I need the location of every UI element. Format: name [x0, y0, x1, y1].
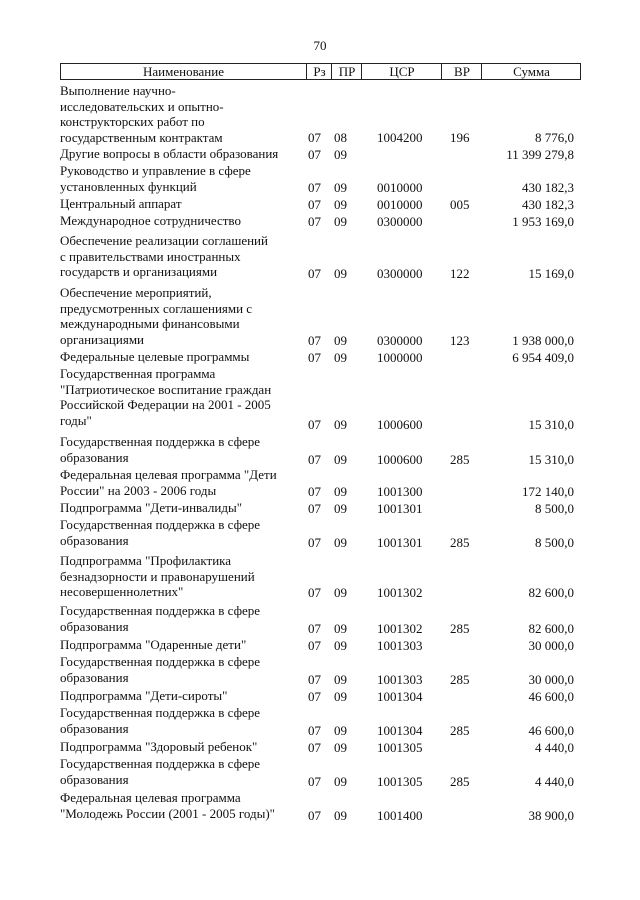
row-sum: 15 310,0 — [528, 451, 574, 467]
row-name: Руководство и управление в сфере установленных функций — [60, 163, 251, 194]
row-rz: 07 — [308, 688, 321, 704]
row-csr: 1004200 — [377, 129, 423, 145]
row-rz: 07 — [308, 332, 321, 348]
row-name: Государственная программа "Патриотическое воспитание граждан Российской Федерации на 2001 - 2005 годы" — [60, 366, 272, 428]
row-sum: 430 182,3 — [522, 196, 574, 212]
header-vr: ВР — [441, 64, 482, 79]
row-name: Подпрограмма "Одаренные дети" — [60, 637, 247, 652]
table-row — [0, 637, 640, 653]
row-csr: 1001300 — [377, 483, 423, 499]
row-pr: 09 — [334, 688, 347, 704]
row-pr: 09 — [334, 500, 347, 516]
table-row — [0, 196, 640, 212]
row-pr: 09 — [334, 332, 347, 348]
row-csr: 1001303 — [377, 637, 423, 653]
row-sum: 172 140,0 — [522, 483, 574, 499]
row-name: Подпрограмма "Здоровый ребенок" — [60, 739, 258, 754]
row-pr: 09 — [334, 416, 347, 432]
row-name: Международное сотрудничество — [60, 213, 241, 228]
row-pr: 09 — [334, 739, 347, 755]
table-row — [0, 654, 640, 687]
row-csr: 0300000 — [377, 265, 423, 281]
row-sum: 11 399 279,8 — [506, 146, 574, 162]
row-rz: 07 — [308, 179, 321, 195]
row-rz: 07 — [308, 807, 321, 823]
row-pr: 09 — [334, 146, 347, 162]
table-row — [0, 233, 640, 281]
row-vr: 285 — [450, 620, 470, 636]
row-csr: 1000600 — [377, 451, 423, 467]
row-vr: 122 — [450, 265, 470, 281]
row-name: Государственная поддержка в сфере образования — [60, 756, 261, 787]
row-csr: 1000600 — [377, 416, 423, 432]
table-row — [0, 756, 640, 789]
row-csr: 1001302 — [377, 584, 423, 600]
row-sum: 30 000,0 — [528, 637, 574, 653]
row-pr: 09 — [334, 584, 347, 600]
table-row — [0, 285, 640, 348]
table-row — [0, 467, 640, 499]
row-name: Федеральная целевая программа "Дети России" на 2003 - 2006 годы — [60, 467, 277, 498]
row-pr: 09 — [334, 671, 347, 687]
row-csr: 0010000 — [377, 196, 423, 212]
row-rz: 07 — [308, 129, 321, 145]
row-sum: 1 938 000,0 — [512, 332, 574, 348]
row-pr: 09 — [334, 534, 347, 550]
row-sum: 4 440,0 — [535, 773, 574, 789]
row-pr: 09 — [334, 451, 347, 467]
row-sum: 8 500,0 — [535, 500, 574, 516]
row-name: Государственная поддержка в сфере образования — [60, 434, 261, 465]
table-row — [0, 349, 640, 365]
row-vr: 285 — [450, 773, 470, 789]
table-row — [0, 163, 640, 195]
table-row — [0, 366, 640, 432]
row-csr: 1001304 — [377, 722, 423, 738]
row-rz: 07 — [308, 500, 321, 516]
row-name: Центральный аппарат — [60, 196, 182, 211]
row-rz: 07 — [308, 534, 321, 550]
row-csr: 0300000 — [377, 213, 423, 229]
row-name: Подпрограмма "Дети-сироты" — [60, 688, 228, 703]
row-rz: 07 — [308, 773, 321, 789]
row-rz: 07 — [308, 739, 321, 755]
row-name: Государственная поддержка в сфере образования — [60, 603, 261, 634]
header-pr: ПР — [331, 64, 362, 79]
row-pr: 09 — [334, 773, 347, 789]
row-rz: 07 — [308, 637, 321, 653]
row-pr: 09 — [334, 265, 347, 281]
row-pr: 09 — [334, 179, 347, 195]
row-sum: 82 600,0 — [528, 620, 574, 636]
header-rz: Рз — [306, 64, 332, 79]
row-vr: 005 — [450, 196, 470, 212]
row-csr: 1001305 — [377, 739, 423, 755]
row-name: Государственная поддержка в сфере образования — [60, 705, 261, 736]
header-csr: ЦСР — [361, 64, 442, 79]
header-sum: Сумма — [481, 64, 581, 79]
row-rz: 07 — [308, 671, 321, 687]
table-row — [0, 500, 640, 516]
row-sum: 15 310,0 — [528, 416, 574, 432]
row-vr: 123 — [450, 332, 470, 348]
row-vr: 285 — [450, 671, 470, 687]
row-csr: 1001303 — [377, 671, 423, 687]
row-sum: 30 000,0 — [528, 671, 574, 687]
row-name: Другие вопросы в области образования — [60, 146, 279, 161]
table-row — [0, 705, 640, 738]
row-vr: 196 — [450, 129, 470, 145]
row-csr: 0300000 — [377, 332, 423, 348]
row-pr: 09 — [334, 722, 347, 738]
row-pr: 09 — [334, 196, 347, 212]
row-csr: 1001301 — [377, 500, 423, 516]
row-csr: 1001305 — [377, 773, 423, 789]
row-rz: 07 — [308, 584, 321, 600]
row-pr: 09 — [334, 349, 347, 365]
table-row — [0, 688, 640, 704]
table-row — [0, 213, 640, 229]
row-rz: 07 — [308, 349, 321, 365]
row-rz: 07 — [308, 416, 321, 432]
header-name: Наименование — [143, 64, 224, 79]
table-row — [0, 790, 640, 823]
row-csr: 1001301 — [377, 534, 423, 550]
table-row — [0, 434, 640, 467]
row-name: Выполнение научно- исследовательских и опытно- конструкторских работ по государственным контрактам — [60, 83, 224, 145]
row-rz: 07 — [308, 451, 321, 467]
row-rz: 07 — [308, 483, 321, 499]
row-pr: 09 — [334, 213, 347, 229]
row-rz: 07 — [308, 213, 321, 229]
row-name: Государственная поддержка в сфере образования — [60, 517, 261, 548]
row-name: Обеспечение реализации соглашений с правительствами иностранных государств и организациями — [60, 233, 268, 279]
table-row — [0, 603, 640, 636]
table-row — [0, 83, 640, 145]
row-name: Федеральная целевая программа "Молодежь России (2001 - 2005 годы)" — [60, 790, 275, 821]
row-sum: 8 500,0 — [535, 534, 574, 550]
row-name: Подпрограмма "Профилактика безнадзорности и правонарушений несовершеннолетних" — [60, 553, 255, 599]
row-name: Федеральные целевые программы — [60, 349, 250, 364]
row-sum: 46 600,0 — [528, 688, 574, 704]
row-vr: 285 — [450, 451, 470, 467]
row-csr: 1000000 — [377, 349, 423, 365]
row-pr: 09 — [334, 620, 347, 636]
row-csr: 1001400 — [377, 807, 423, 823]
row-sum: 15 169,0 — [528, 265, 574, 281]
row-name: Подпрограмма "Дети-инвалиды" — [60, 500, 243, 515]
row-sum: 1 953 169,0 — [512, 213, 574, 229]
row-sum: 38 900,0 — [528, 807, 574, 823]
row-sum: 82 600,0 — [528, 584, 574, 600]
row-sum: 46 600,0 — [528, 722, 574, 738]
row-sum: 8 776,0 — [535, 129, 574, 145]
row-pr: 09 — [334, 807, 347, 823]
row-sum: 430 182,3 — [522, 179, 574, 195]
table-row — [0, 517, 640, 550]
row-rz: 07 — [308, 146, 321, 162]
row-csr: 1001302 — [377, 620, 423, 636]
row-csr: 0010000 — [377, 179, 423, 195]
row-pr: 08 — [334, 129, 347, 145]
row-vr: 285 — [450, 534, 470, 550]
row-vr: 285 — [450, 722, 470, 738]
row-rz: 07 — [308, 620, 321, 636]
table-header — [60, 63, 581, 80]
row-name: Государственная поддержка в сфере образования — [60, 654, 261, 685]
table-row — [0, 146, 640, 162]
row-sum: 6 954 409,0 — [512, 349, 574, 365]
row-rz: 07 — [308, 196, 321, 212]
row-sum: 4 440,0 — [535, 739, 574, 755]
row-pr: 09 — [334, 637, 347, 653]
table-row — [0, 739, 640, 755]
table-row — [0, 553, 640, 600]
page-number: 70 — [313, 38, 327, 53]
row-rz: 07 — [308, 265, 321, 281]
row-csr: 1001304 — [377, 688, 423, 704]
row-pr: 09 — [334, 483, 347, 499]
row-name: Обеспечение мероприятий, предусмотренных соглашениями с международными финансовыми организациями — [60, 285, 253, 347]
row-rz: 07 — [308, 722, 321, 738]
